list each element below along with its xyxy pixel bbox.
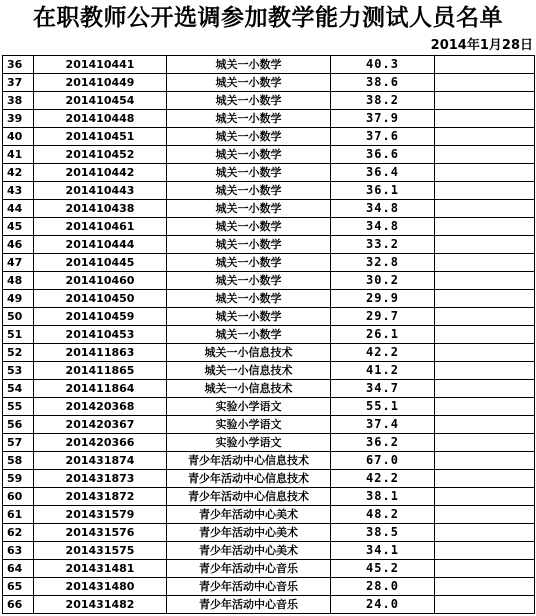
position-cell[interactable]: 实验小学语文 (167, 416, 331, 434)
score-cell[interactable]: 29.7 (331, 308, 435, 326)
row-index-cell[interactable]: 41 (3, 146, 34, 164)
blank-cell[interactable] (435, 200, 535, 218)
candidate-id-cell[interactable]: 201410453 (34, 326, 167, 344)
score-cell[interactable]: 34.7 (331, 380, 435, 398)
score-cell[interactable]: 32.8 (331, 254, 435, 272)
row-index-cell[interactable]: 59 (3, 470, 34, 488)
score-cell[interactable]: 24.0 (331, 596, 435, 614)
score-cell[interactable]: 34.8 (331, 218, 435, 236)
position-cell[interactable]: 青少年活动中心信息技术 (167, 470, 331, 488)
candidate-id-cell[interactable]: 201410441 (34, 56, 167, 74)
blank-cell[interactable] (435, 254, 535, 272)
blank-cell[interactable] (435, 308, 535, 326)
row-index-cell[interactable]: 61 (3, 506, 34, 524)
table-row (3, 560, 535, 578)
table-row (3, 452, 535, 470)
blank-cell[interactable] (435, 362, 535, 380)
candidate-id-cell[interactable]: 201410438 (34, 200, 167, 218)
score-cell[interactable]: 38.5 (331, 524, 435, 542)
table-row (3, 470, 535, 488)
table-row (3, 254, 535, 272)
candidate-id-cell[interactable]: 201410449 (34, 74, 167, 92)
blank-cell[interactable] (435, 542, 535, 560)
score-cell[interactable]: 67.0 (331, 452, 435, 470)
candidate-id-cell[interactable]: 201431874 (34, 452, 167, 470)
position-cell[interactable]: 青少年活动中心音乐 (167, 560, 331, 578)
candidate-id-cell[interactable]: 201431482 (34, 596, 167, 614)
score-cell[interactable]: 36.4 (331, 164, 435, 182)
candidate-id-cell[interactable]: 201411863 (34, 344, 167, 362)
row-index-cell[interactable]: 38 (3, 92, 34, 110)
candidate-id-cell[interactable]: 201431576 (34, 524, 167, 542)
candidate-id-cell[interactable]: 201420368 (34, 398, 167, 416)
row-index-cell[interactable]: 46 (3, 236, 34, 254)
row-index-cell[interactable]: 52 (3, 344, 34, 362)
score-cell[interactable]: 40.3 (331, 56, 435, 74)
row-index-cell[interactable]: 42 (3, 164, 34, 182)
row-index-cell[interactable]: 62 (3, 524, 34, 542)
position-cell[interactable]: 青少年活动中心音乐 (167, 578, 331, 596)
row-index-cell[interactable]: 58 (3, 452, 34, 470)
candidate-id-cell[interactable]: 201431480 (34, 578, 167, 596)
candidate-id-cell[interactable]: 201431873 (34, 470, 167, 488)
row-index-cell[interactable]: 53 (3, 362, 34, 380)
table-row (3, 542, 535, 560)
position-cell[interactable]: 城关一小数学 (167, 164, 331, 182)
blank-cell[interactable] (435, 524, 535, 542)
blank-cell[interactable] (435, 164, 535, 182)
row-index-cell[interactable]: 65 (3, 578, 34, 596)
candidate-id-cell[interactable]: 201411865 (34, 362, 167, 380)
table-row (3, 146, 535, 164)
position-cell[interactable]: 城关一小数学 (167, 326, 331, 344)
candidate-id-cell[interactable]: 201431575 (34, 542, 167, 560)
position-cell[interactable]: 青少年活动中心美术 (167, 524, 331, 542)
score-cell[interactable]: 34.8 (331, 200, 435, 218)
row-index-cell[interactable]: 40 (3, 128, 34, 146)
position-cell[interactable]: 城关一小数学 (167, 200, 331, 218)
row-index-cell[interactable]: 48 (3, 272, 34, 290)
candidate-id-cell[interactable]: 201410452 (34, 146, 167, 164)
table-row (3, 272, 535, 290)
row-index-cell[interactable]: 56 (3, 416, 34, 434)
blank-cell[interactable] (435, 596, 535, 614)
table-row (3, 416, 535, 434)
blank-cell[interactable] (435, 110, 535, 128)
table-row (3, 290, 535, 308)
score-cell[interactable]: 36.2 (331, 434, 435, 452)
blank-cell[interactable] (435, 182, 535, 200)
table-row (3, 164, 535, 182)
table-row (3, 344, 535, 362)
table-row (3, 380, 535, 398)
candidate-id-cell[interactable]: 201410459 (34, 308, 167, 326)
score-cell[interactable]: 42.2 (331, 344, 435, 362)
row-index-cell[interactable]: 37 (3, 74, 34, 92)
page-title: 在职教师公开选调参加教学能力测试人员名单 (33, 5, 503, 31)
position-cell[interactable]: 城关一小数学 (167, 290, 331, 308)
blank-cell[interactable] (435, 236, 535, 254)
candidate-id-cell[interactable]: 201431579 (34, 506, 167, 524)
candidate-id-cell[interactable]: 201410454 (34, 92, 167, 110)
candidate-table (2, 55, 535, 614)
blank-cell[interactable] (435, 488, 535, 506)
score-cell[interactable]: 36.1 (331, 182, 435, 200)
score-cell[interactable]: 26.1 (331, 326, 435, 344)
row-index-cell[interactable]: 39 (3, 110, 34, 128)
row-index-cell[interactable]: 57 (3, 434, 34, 452)
position-cell[interactable]: 青少年活动中心信息技术 (167, 488, 331, 506)
position-cell[interactable]: 城关一小信息技术 (167, 380, 331, 398)
score-cell[interactable]: 28.0 (331, 578, 435, 596)
row-index-cell[interactable]: 36 (3, 56, 34, 74)
row-index-cell[interactable]: 45 (3, 218, 34, 236)
score-cell[interactable]: 34.1 (331, 542, 435, 560)
row-index-cell[interactable]: 63 (3, 542, 34, 560)
table-row (3, 488, 535, 506)
position-cell[interactable]: 青少年活动中心美术 (167, 506, 331, 524)
score-cell[interactable]: 38.1 (331, 488, 435, 506)
position-cell[interactable]: 青少年活动中心美术 (167, 542, 331, 560)
score-cell[interactable]: 42.2 (331, 470, 435, 488)
blank-cell[interactable] (435, 56, 535, 74)
table-row (3, 506, 535, 524)
score-cell[interactable]: 38.6 (331, 74, 435, 92)
score-cell[interactable]: 29.9 (331, 290, 435, 308)
position-cell[interactable]: 城关一小数学 (167, 254, 331, 272)
date-label: 2014年1月28日 (430, 38, 533, 53)
candidate-id-cell[interactable]: 201410461 (34, 218, 167, 236)
score-cell[interactable]: 33.2 (331, 236, 435, 254)
blank-cell[interactable] (435, 92, 535, 110)
candidate-id-cell[interactable]: 201431872 (34, 488, 167, 506)
table-row (3, 128, 535, 146)
blank-cell[interactable] (435, 74, 535, 92)
table-row (3, 308, 535, 326)
position-cell[interactable]: 城关一小数学 (167, 92, 331, 110)
position-cell[interactable]: 城关一小信息技术 (167, 362, 331, 380)
row-index-cell[interactable]: 64 (3, 560, 34, 578)
blank-cell[interactable] (435, 218, 535, 236)
blank-cell[interactable] (435, 452, 535, 470)
candidate-id-cell[interactable]: 201411864 (34, 380, 167, 398)
blank-cell[interactable] (435, 128, 535, 146)
position-cell[interactable]: 城关一小数学 (167, 236, 331, 254)
blank-cell[interactable] (435, 344, 535, 362)
blank-cell[interactable] (435, 416, 535, 434)
blank-cell[interactable] (435, 380, 535, 398)
position-cell[interactable]: 城关一小信息技术 (167, 344, 331, 362)
score-cell[interactable]: 36.6 (331, 146, 435, 164)
table-body (3, 56, 535, 614)
score-cell[interactable]: 45.2 (331, 560, 435, 578)
candidate-id-cell[interactable]: 201420367 (34, 416, 167, 434)
score-cell[interactable]: 37.4 (331, 416, 435, 434)
candidate-id-cell[interactable]: 201420366 (34, 434, 167, 452)
score-cell[interactable]: 37.6 (331, 128, 435, 146)
row-index-cell[interactable]: 66 (3, 596, 34, 614)
position-cell[interactable]: 城关一小数学 (167, 146, 331, 164)
row-index-cell[interactable]: 55 (3, 398, 34, 416)
position-cell[interactable]: 实验小学语文 (167, 434, 331, 452)
position-cell[interactable]: 城关一小数学 (167, 128, 331, 146)
row-index-cell[interactable]: 54 (3, 380, 34, 398)
candidate-id-cell[interactable]: 201410448 (34, 110, 167, 128)
blank-cell[interactable] (435, 290, 535, 308)
candidate-id-cell[interactable]: 201410460 (34, 272, 167, 290)
table-row (3, 596, 535, 614)
blank-cell[interactable] (435, 578, 535, 596)
candidate-id-cell[interactable]: 201431481 (34, 560, 167, 578)
blank-cell[interactable] (435, 326, 535, 344)
position-cell[interactable]: 城关一小数学 (167, 308, 331, 326)
position-cell[interactable]: 城关一小数学 (167, 272, 331, 290)
table-row (3, 56, 535, 74)
blank-cell[interactable] (435, 272, 535, 290)
row-index-cell[interactable]: 44 (3, 200, 34, 218)
table-row (3, 92, 535, 110)
candidate-id-cell[interactable]: 201410442 (34, 164, 167, 182)
table-row (3, 74, 535, 92)
table-row (3, 110, 535, 128)
position-cell[interactable]: 城关一小数学 (167, 110, 331, 128)
row-index-cell[interactable]: 49 (3, 290, 34, 308)
row-index-cell[interactable]: 51 (3, 326, 34, 344)
table-row (3, 524, 535, 542)
row-index-cell[interactable]: 43 (3, 182, 34, 200)
score-cell[interactable]: 38.2 (331, 92, 435, 110)
blank-cell[interactable] (435, 506, 535, 524)
candidate-id-cell[interactable]: 201410445 (34, 254, 167, 272)
row-index-cell[interactable]: 50 (3, 308, 34, 326)
table-row (3, 236, 535, 254)
position-cell[interactable]: 城关一小数学 (167, 74, 331, 92)
candidate-id-cell[interactable]: 201410444 (34, 236, 167, 254)
position-cell[interactable]: 青少年活动中心音乐 (167, 596, 331, 614)
table-row (3, 578, 535, 596)
score-cell[interactable]: 30.2 (331, 272, 435, 290)
position-cell[interactable]: 城关一小数学 (167, 182, 331, 200)
candidate-id-cell[interactable]: 201410450 (34, 290, 167, 308)
row-index-cell[interactable]: 60 (3, 488, 34, 506)
candidate-id-cell[interactable]: 201410443 (34, 182, 167, 200)
blank-cell[interactable] (435, 560, 535, 578)
table-row (3, 218, 535, 236)
table-row (3, 398, 535, 416)
score-cell[interactable]: 37.9 (331, 110, 435, 128)
blank-cell[interactable] (435, 470, 535, 488)
position-cell[interactable]: 城关一小数学 (167, 218, 331, 236)
blank-cell[interactable] (435, 398, 535, 416)
table-row (3, 434, 535, 452)
blank-cell[interactable] (435, 146, 535, 164)
position-cell[interactable]: 实验小学语文 (167, 398, 331, 416)
table-row (3, 326, 535, 344)
row-index-cell[interactable]: 47 (3, 254, 34, 272)
position-cell[interactable]: 青少年活动中心信息技术 (167, 452, 331, 470)
table-row (3, 200, 535, 218)
blank-cell[interactable] (435, 434, 535, 452)
table-row (3, 362, 535, 380)
candidate-id-cell[interactable]: 201410451 (34, 128, 167, 146)
score-cell[interactable]: 41.2 (331, 362, 435, 380)
position-cell[interactable]: 城关一小数学 (167, 56, 331, 74)
table-row (3, 182, 535, 200)
score-cell[interactable]: 48.2 (331, 506, 435, 524)
score-cell[interactable]: 55.1 (331, 398, 435, 416)
